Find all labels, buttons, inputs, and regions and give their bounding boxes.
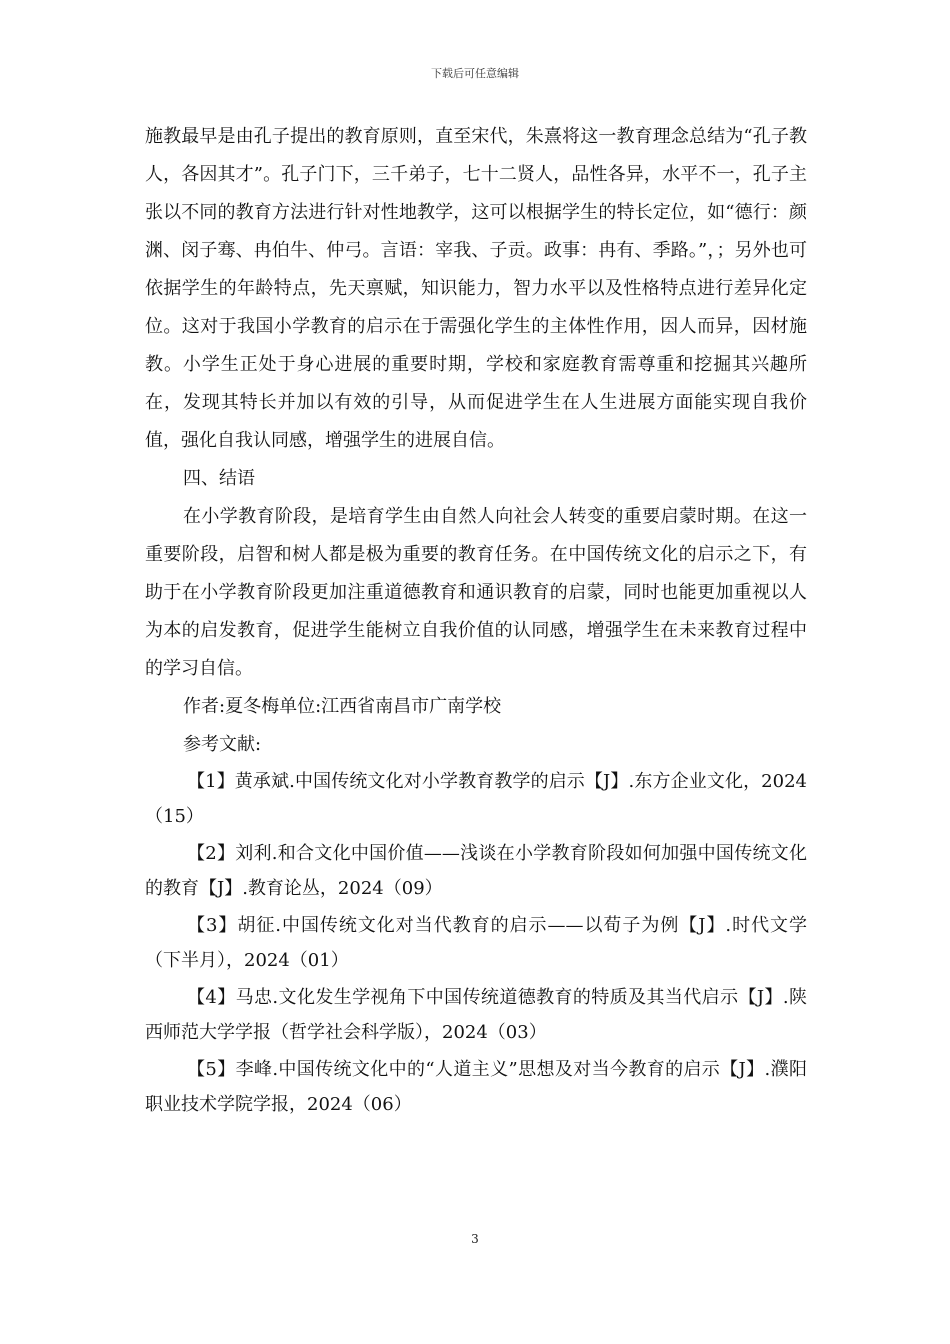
section-heading: 四、结语 <box>183 468 255 489</box>
reference-item: 【3】胡征.中国传统文化对当代教育的启示——以荀子为例【J】.时代文学（下半月），2024（01） <box>145 915 807 971</box>
reference-item: 【1】黄承斌.中国传统文化对小学教育教学的启示【J】.东方企业文化，2024（15） <box>145 771 807 827</box>
reference-item: 【5】李峰.中国传统文化中的“人道主义”思想及对当今教育的启示【J】.濮阳职业技术学院学报，2024（06） <box>145 1059 807 1115</box>
page-number: 3 <box>471 1232 479 1246</box>
reference-item: 【2】刘利.和合文化中国价值——浅谈在小学教育阶段如何加强中国传统文化的教育【J】.教育论丛，2024（09） <box>145 843 807 899</box>
document-body <box>145 118 807 1124</box>
references-heading: 参考文献: <box>183 734 262 755</box>
body-paragraph: 施教最早是由孔子提出的教育原则，直至宋代，朱熹将这一教育理念总结为“孔子教人，各因其才”。孔子门下，三千弟子，七十二贤人，品性各异，水平不一，孔子主张以不同的教育方法进行针对性地教学，这可以根据学生的特长定位，如“德行：颜渊、闵子骞、冉伯牛、仲弓。言语：宰我、子贡。政事：冉有、季路。”，；另外也可依据学生的年龄特点，先天禀赋，知识能力，智力水平以及性格特点进行差异化定位。这对于我国小学教育的启示在于需强化学生的主体性作用，因人而异，因材施教。小学生正处于身心进展的重要时期，学校和家庭教育需尊重和挖掘其兴趣所在，发现其特长并加以有效的引导，从而促进学生在人生进展方面能实现自我价值，强化自我认同感，增强学生的进展自信。 <box>145 126 807 451</box>
body-paragraph: 在小学教育阶段，是培育学生由自然人向社会人转变的重要启蒙时期。在这一重要阶段，启智和树人都是极为重要的教育任务。在中国传统文化的启示之下，有助于在小学教育阶段更加注重道德教育和通识教育的启蒙，同时也能更加重视以人为本的启发教育，促进学生能树立自我价值的认同感，增强学生在未来教育过程中的学习自信。 <box>145 506 807 679</box>
page-header: 下载后可任意编辑 <box>431 67 519 80</box>
author-line: 作者:夏冬梅单位:江西省南昌市广南学校 <box>183 696 502 717</box>
reference-item: 【4】马忠.文化发生学视角下中国传统道德教育的特质及其当代启示【J】.陕西师范大学学报（哲学社会科学版），2024（03） <box>145 987 807 1043</box>
